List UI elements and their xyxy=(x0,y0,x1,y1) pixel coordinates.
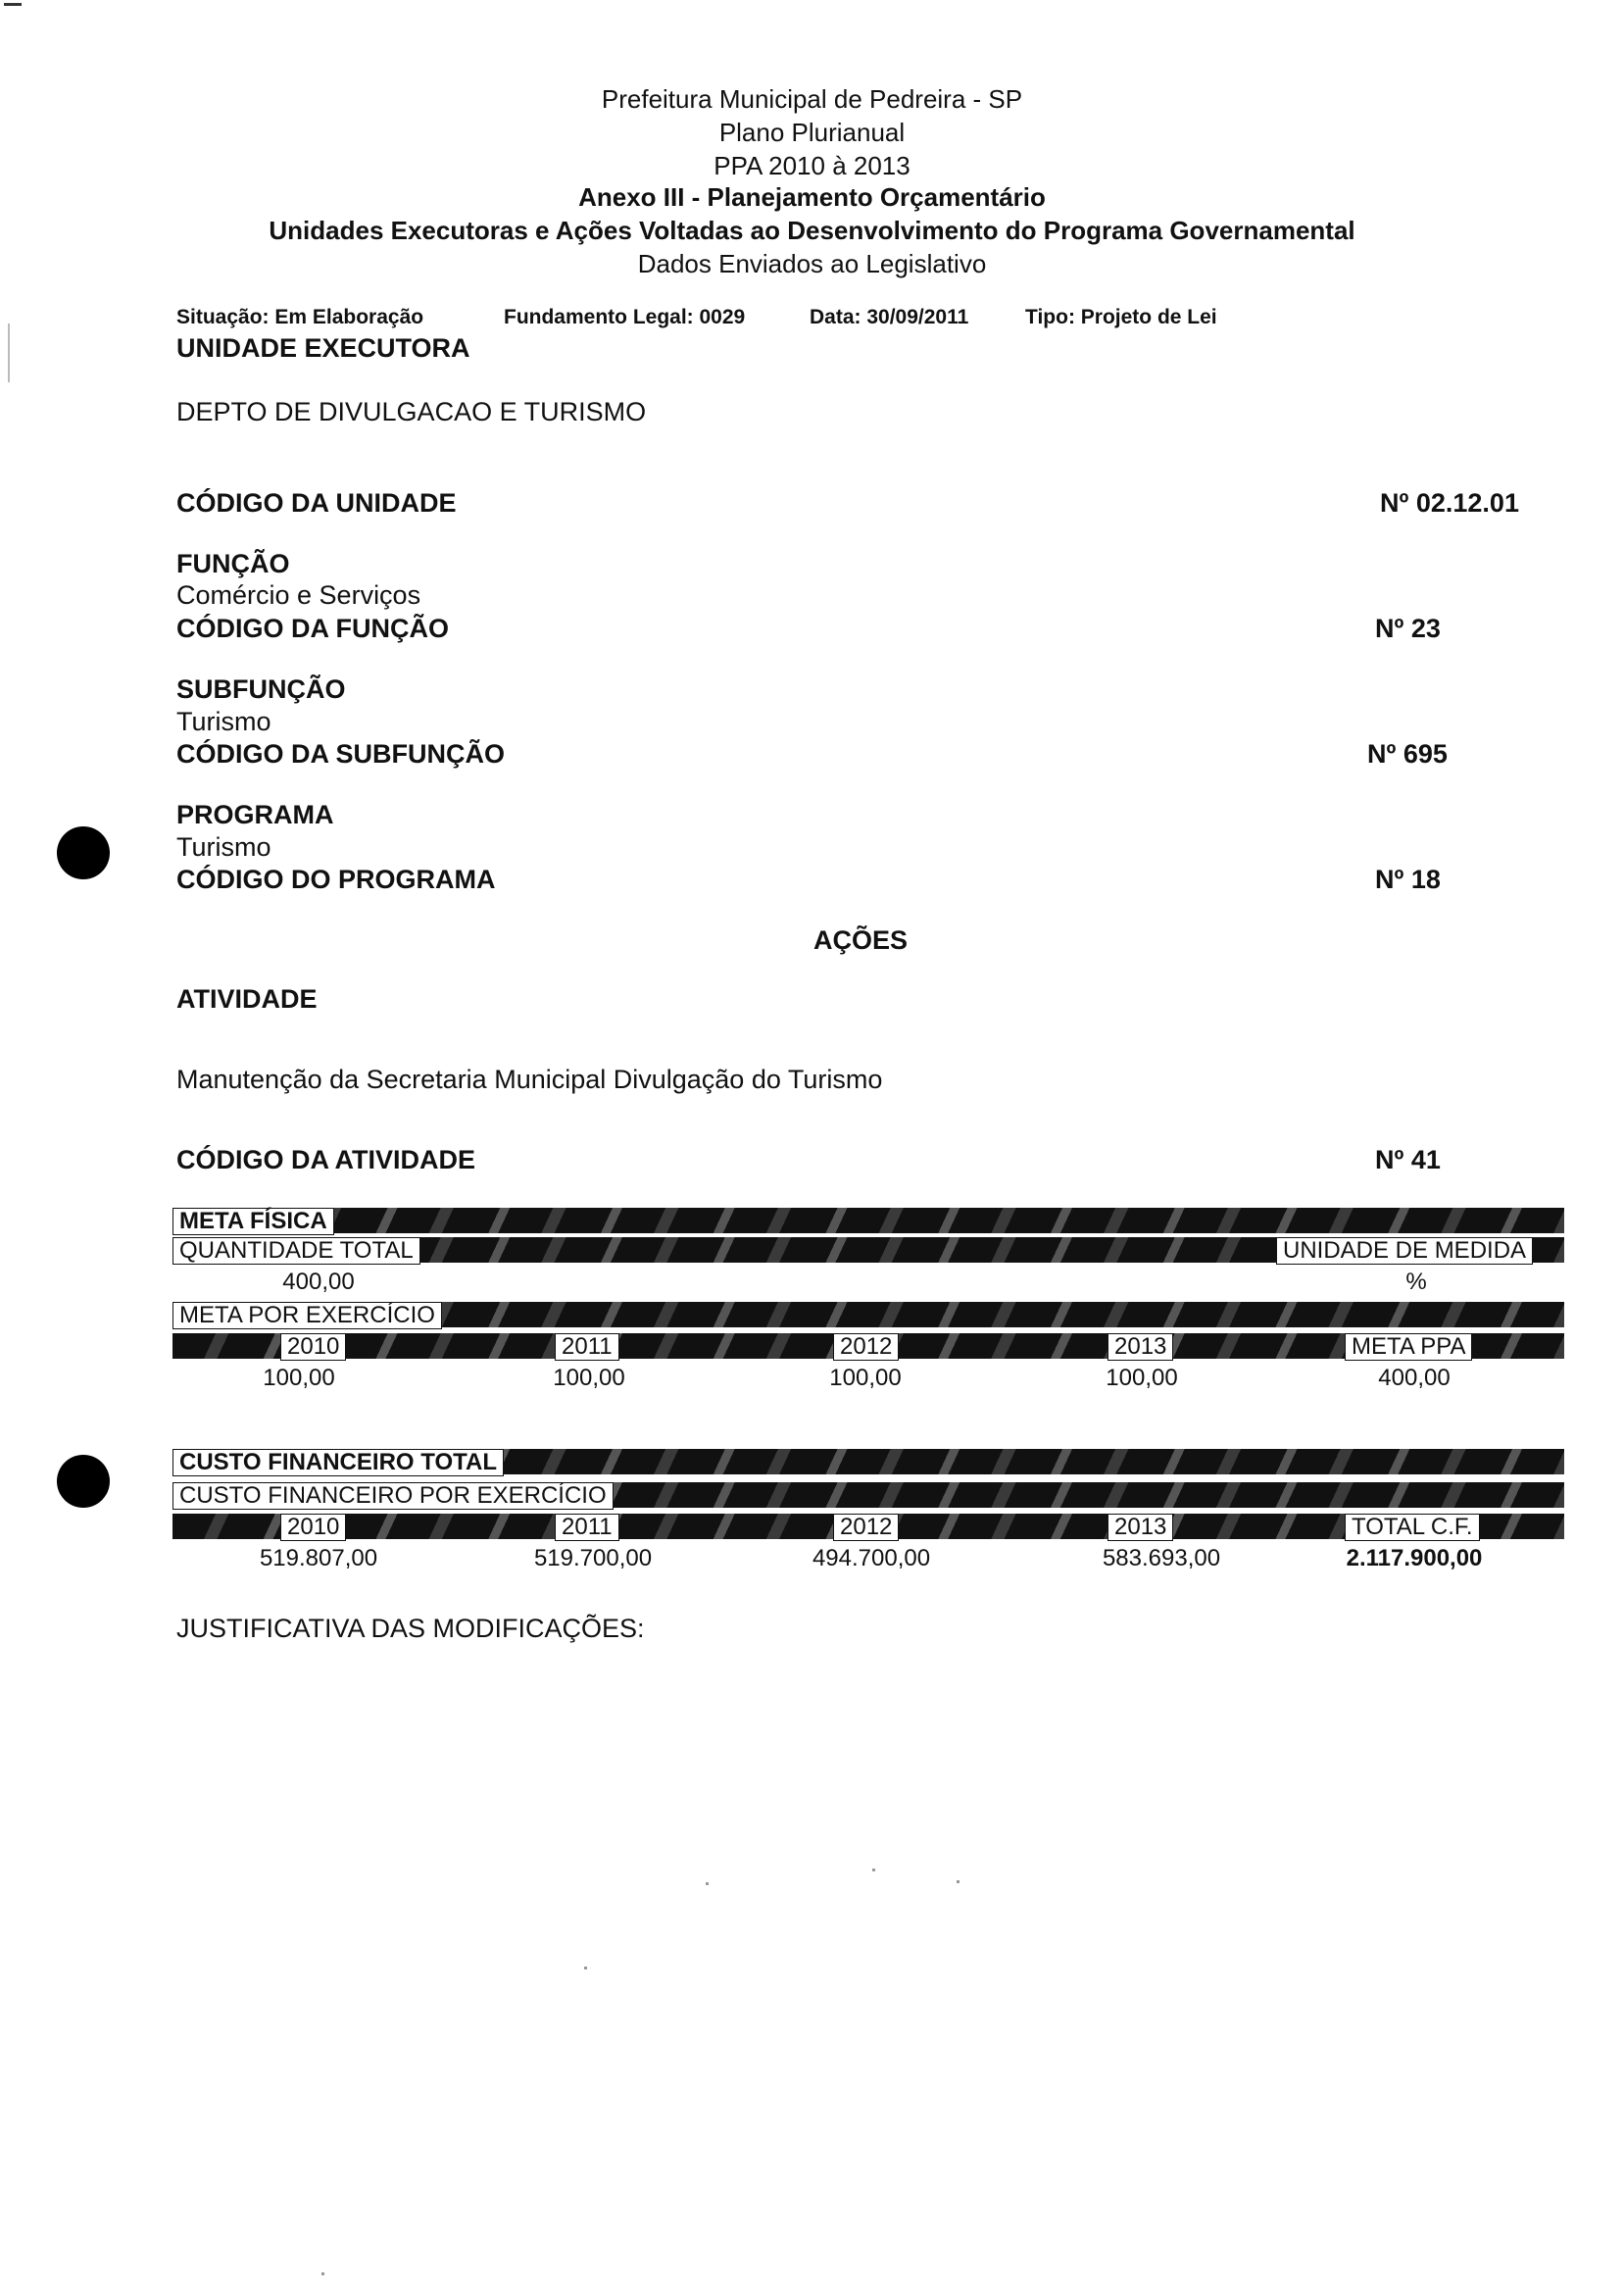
header-line-5: Unidades Executoras e Ações Voltadas ao Desenvolvimento do Programa Governamental xyxy=(269,216,1355,245)
meta-unit-value: % xyxy=(1405,1269,1427,1295)
custo-total-label: TOTAL C.F. xyxy=(1345,1514,1480,1541)
fundamento-legal: Fundamento Legal: 0029 xyxy=(504,306,746,328)
programa-heading: PROGRAMA xyxy=(176,800,334,829)
header-line-1: Prefeitura Municipal de Pedreira - SP xyxy=(601,84,1023,114)
scan-mark xyxy=(321,2272,324,2275)
subfuncao-name: Turismo xyxy=(176,707,271,736)
scan-mark xyxy=(584,1967,587,1969)
custo-value-2013: 583.693,00 xyxy=(1102,1545,1221,1571)
meta-year-2013: 2013 xyxy=(1107,1333,1173,1361)
funcao-name: Comércio e Serviços xyxy=(176,580,421,610)
meta-year-2011: 2011 xyxy=(555,1333,619,1361)
atividade-code-label: CÓDIGO DA ATIVIDADE xyxy=(176,1145,476,1174)
atividade-heading: ATIVIDADE xyxy=(176,984,318,1014)
header-line-6: Dados Enviados ao Legislativo xyxy=(637,249,987,278)
meta-unit-label: UNIDADE DE MEDIDA xyxy=(1276,1237,1533,1265)
header-line-4: Anexo III - Planejamento Orçamentário xyxy=(578,182,1046,212)
custo-value-2012: 494.700,00 xyxy=(812,1545,931,1571)
meta-fisica-heading: META FÍSICA xyxy=(172,1208,334,1235)
meta-qty-value: 400,00 xyxy=(282,1269,355,1295)
funcao-heading: FUNÇÃO xyxy=(176,549,290,578)
situacao: Situação: Em Elaboração xyxy=(176,306,424,328)
meta-exercicio-label: META POR EXERCÍCIO xyxy=(172,1302,442,1329)
funcao-code-value: Nº 23 xyxy=(1375,614,1441,643)
custo-total-value: 2.117.900,00 xyxy=(1346,1545,1483,1571)
meta-ppa-label: META PPA xyxy=(1345,1333,1472,1361)
subfuncao-heading: SUBFUNÇÃO xyxy=(176,674,346,704)
custo-value-2011: 519.700,00 xyxy=(533,1545,653,1571)
header-line-3: PPA 2010 à 2013 xyxy=(714,151,910,180)
scan-mark xyxy=(872,1868,875,1871)
meta-year-2012: 2012 xyxy=(833,1333,899,1361)
unidade-heading: UNIDADE EXECUTORA xyxy=(176,333,470,363)
meta-value-2011: 100,00 xyxy=(553,1365,625,1391)
unidade-code-value: Nº 02.12.01 xyxy=(1380,488,1519,518)
meta-value-2012: 100,00 xyxy=(829,1365,902,1391)
custo-year-2012: 2012 xyxy=(833,1514,899,1541)
custo-year-2011: 2011 xyxy=(555,1514,619,1541)
subfuncao-code-label: CÓDIGO DA SUBFUNÇÃO xyxy=(176,739,505,769)
header-line-2: Plano Plurianual xyxy=(718,118,906,147)
custo-year-2013: 2013 xyxy=(1107,1514,1173,1541)
punch-hole xyxy=(57,826,110,879)
meta-year-2010: 2010 xyxy=(280,1333,346,1361)
subfuncao-code-value: Nº 695 xyxy=(1367,739,1448,769)
unidade-name: DEPTO DE DIVULGACAO E TURISMO xyxy=(176,397,647,426)
scan-mark xyxy=(706,1882,709,1885)
custo-exercicio-label: CUSTO FINANCEIRO POR EXERCÍCIO xyxy=(172,1482,614,1510)
unidade-code-label: CÓDIGO DA UNIDADE xyxy=(176,488,457,518)
tipo: Tipo: Projeto de Lei xyxy=(1025,306,1217,328)
data: Data: 30/09/2011 xyxy=(810,306,969,328)
custo-year-2010: 2010 xyxy=(280,1514,346,1541)
meta-value-2010: 100,00 xyxy=(263,1365,335,1391)
programa-name: Turismo xyxy=(176,832,271,862)
custo-value-2010: 519.807,00 xyxy=(259,1545,378,1571)
scan-mark xyxy=(8,324,10,382)
punch-hole xyxy=(57,1455,110,1508)
acoes-heading: AÇÕES xyxy=(813,925,909,955)
atividade-code-value: Nº 41 xyxy=(1375,1145,1441,1174)
justificativa-label: JUSTIFICATIVA DAS MODIFICAÇÕES: xyxy=(176,1614,645,1643)
programa-code-value: Nº 18 xyxy=(1375,865,1441,894)
scan-mark xyxy=(957,1880,960,1883)
programa-code-label: CÓDIGO DO PROGRAMA xyxy=(176,865,496,894)
scan-mark xyxy=(4,3,22,6)
atividade-name: Manutenção da Secretaria Municipal Divulgação do Turismo xyxy=(176,1065,883,1094)
meta-fisica-band xyxy=(172,1208,1564,1233)
meta-value-2013: 100,00 xyxy=(1106,1365,1178,1391)
custo-heading: CUSTO FINANCEIRO TOTAL xyxy=(172,1449,504,1476)
meta-ppa-value: 400,00 xyxy=(1378,1365,1451,1391)
funcao-code-label: CÓDIGO DA FUNÇÃO xyxy=(176,614,449,643)
meta-qty-label: QUANTIDADE TOTAL xyxy=(172,1237,420,1265)
